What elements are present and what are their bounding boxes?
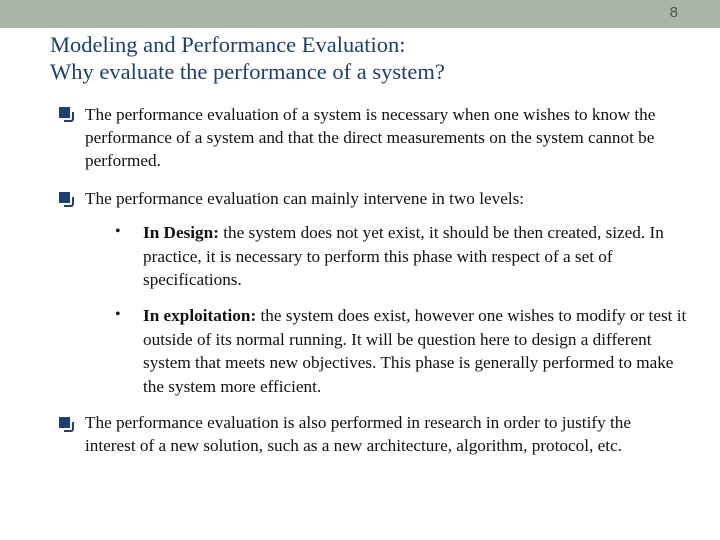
sub-bullet-design-lead: In Design: xyxy=(143,223,219,242)
sub-bullet-exploitation-lead: In exploitation: xyxy=(143,306,257,325)
slide-title-line-1: Modeling and Performance Evaluation: xyxy=(50,32,406,57)
slide-title-line-2: Why evaluate the performance of a system? xyxy=(50,59,445,84)
bullet-3-text: The performance evaluation is also performed in research in order to justify the interest of a new solution, such as a new architecture, algorithm, protocol, etc. xyxy=(85,413,631,455)
bullet-1-text: The performance evaluation of a system is necessary when one wishes to know the performance of a system and that the direct measurements on the system cannot be performed. xyxy=(85,105,656,170)
sub-bullet-dot-icon: • xyxy=(115,223,121,240)
sub-bullet-exploitation-body: the system does exist, however one wishes to modify or test it outside of its normal running. It will be question here to design a different system that meets new objectives. This phase is generally performed to make the system more efficient. xyxy=(143,306,687,396)
checkbox-bullet-icon xyxy=(59,107,70,118)
sub-bullet-design-text xyxy=(143,221,688,292)
checkbox-bullet-icon xyxy=(59,192,70,203)
top-header-bar xyxy=(0,0,720,28)
checkbox-bullet-icon xyxy=(59,417,70,428)
sub-bullet-exploitation-text xyxy=(143,304,688,398)
slide-title xyxy=(50,31,690,85)
sub-bullet-dot-icon: • xyxy=(115,306,121,323)
sub-bullet-design-body: the system does not yet exist, it should be then created, sized. In practice, it is necessary to perform this phase with respect of a set of specifications. xyxy=(143,223,664,289)
page-number: 8 xyxy=(669,4,678,21)
bullet-2-text: The performance evaluation can mainly intervene in two levels: xyxy=(85,189,525,208)
